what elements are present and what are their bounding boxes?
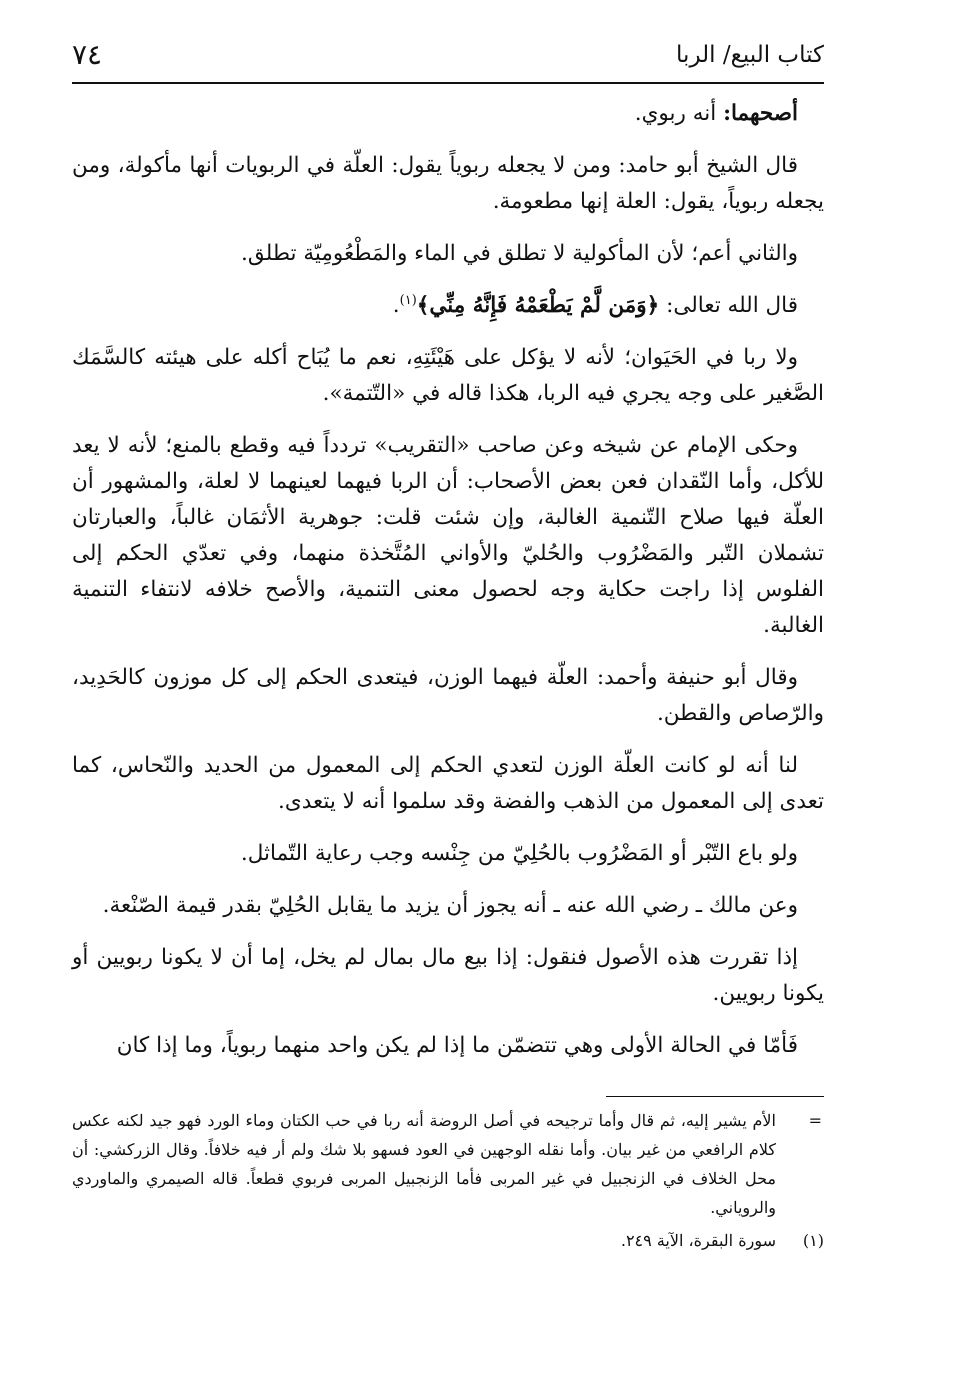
footnote-continuation: [72, 1106, 824, 1222]
page-header: [72, 36, 824, 84]
paragraph-2: قال الشيخ أبو حامد: ومن لا يجعله ربوياً يقول: العلّة في الربويات أنها مأكولة، ومن يجعله ربوياً، يقول: العلة إنها مطعومة.: [72, 153, 824, 214]
paragraph-10: وعن مالك ـ رضي الله عنه ـ أنه يجوز أن يزيد ما يقابل الحُلِيّ بقدر قيمة الصّنْعة.: [102, 893, 798, 918]
footnote-1: [72, 1226, 824, 1255]
paragraph-6: وحكى الإمام عن شيخه وعن صاحب «التقريب» تردداً فيه وقطع بالمنع؛ لأنه لا يعد للأكل، وأما النّقدان فعن بعض الأصحاب: أن الربا فيهما لعينهما لا لعلة، والمشهور أن العلّة فيها صلاح التّنمية الغالبة، وإن شئت قلت: جوهرية الأثمَان غالباً، والعبارتان تشملان التّبر والمَضْرُوب والحُليّ والأواني المُتَّخذة منهما، وفي تعدّي الحكم إلى الفلوس إذا راجت حكاية وجه لحصول معنى التنمية، والأصح خلافه لانتفاء التنمية الغالبة.: [72, 433, 824, 638]
paragraph-9: ولو باع التّبْر أو المَضْرُوب بالحُلِيّ من جِنْسه وجب رعاية التّماثل.: [240, 841, 798, 866]
footnotes: [72, 1106, 824, 1255]
footnote-1-text: سورة البقرة، الآية ٢٤٩.: [620, 1231, 776, 1250]
continuation-mark: =: [808, 1111, 822, 1130]
footnote-rule: [606, 1096, 824, 1097]
paragraph-4-intro: قال الله تعالى:: [659, 293, 798, 318]
paragraph-11: إذا تقررت هذه الأصول فنقول: إذا بيع مال بمال لم يخل، إما أن لا يكونا ربويين أو يكونا ربويين.: [72, 945, 824, 1006]
quran-verse: ﴿وَمَن لَّمْ يَطْعَمْهُ فَإِنَّهُ مِنِّي﴾: [416, 293, 660, 318]
paragraph-4: [72, 288, 824, 324]
paragraph-1-rest: أنه ربوي.: [634, 101, 724, 126]
paragraph-5: ولا ربا في الحَيَوان؛ لأنه لا يؤكل على هَيْئَتِهِ، نعم ما يُبَاح أكله على هيئته كالسَّمَك الصَّغير على وجه يجري فيه الربا، هكذا قاله في «التّتمة».: [72, 345, 824, 406]
page-number: ٧٤: [72, 38, 103, 71]
header-rule: [72, 82, 824, 84]
footnote-ref-1[interactable]: (١): [399, 292, 417, 308]
paragraph-12: فَأمّا في الحالة الأولى وهي تتضمّن ما إذا لم يكن واحد منهما ربوياً، وما إذا كان: [116, 1033, 798, 1058]
main-text: [72, 96, 824, 1080]
paragraph-8: لنا أنه لو كانت العلّة الوزن لتعدي الحكم إلى المعمول من الحديد والنّحاس، كما تعدى إلى المعمول من الذهب والفضة وقد سلموا أنه لا يتعدى.: [72, 753, 824, 814]
running-title: كتاب البيع/ الربا: [676, 42, 824, 68]
paragraph-3: والثاني أعم؛ لأن المأكولية لا تطلق في الماء والمَطْعُومِيّة تطلق.: [241, 241, 798, 266]
paragraph-1-lead: أصحهما:: [723, 101, 798, 126]
paragraph-1: [72, 96, 824, 132]
footnote-1-number: (١): [802, 1231, 824, 1250]
paragraph-4-end: .: [392, 293, 400, 318]
paragraph-7: وقال أبو حنيفة وأحمد: العلّة فيهما الوزن، فيتعدى الحكم إلى كل موزون كالحَدِيد، والرّصاص والقطن.: [72, 665, 824, 726]
continuation-text: الأم يشير إليه، ثم قال وأما ترجيحه في أصل الروضة أنه ربا في حب الكتان وماء الورد فهو جيد لكنه عكس كلام الرافعي من غير بيان. وأما نقله الوجهين في العود فسهو بلا شك ولم أر فيه خلافاً. وقال الزركشي: أن محل الخلاف في الزنجبيل في غير المربى فأما الزنجبيل المربى فربوي قطعاً. قاله الصيمري والماوردي والروياني.: [72, 1111, 776, 1217]
